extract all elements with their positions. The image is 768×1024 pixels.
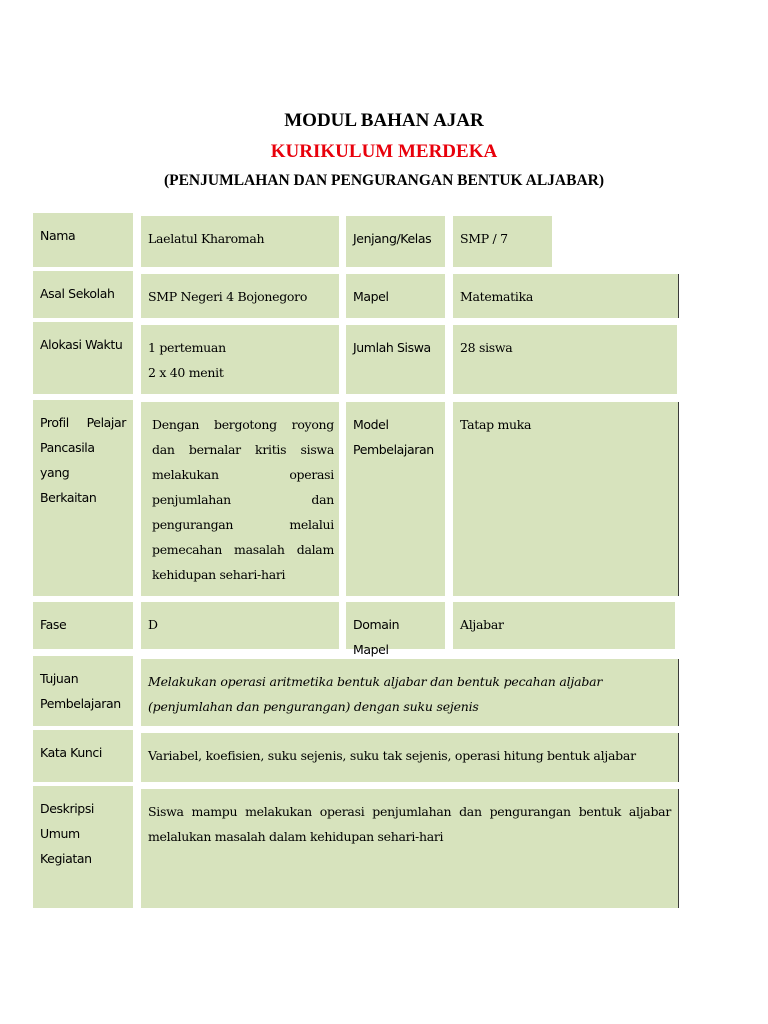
- deskripsi-umum-label: [33, 786, 133, 908]
- document-subtitle: KURIKULUM MERDEKA: [270, 141, 498, 162]
- deskripsi-umum-label-line-1: Deskripsi: [40, 801, 94, 816]
- deskripsi-umum-label-line-3: Kegiatan: [40, 851, 92, 866]
- nama-value: Laelatul Kharomah: [141, 216, 339, 267]
- jumlah-siswa-label: Jumlah Siswa: [346, 325, 445, 394]
- fase-value: D: [141, 602, 339, 649]
- model-pembelajaran-value: Tatap muka: [453, 402, 679, 596]
- fase-label: Fase: [33, 602, 133, 649]
- tujuan-pembelajaran-label: [33, 656, 133, 726]
- model-pembelajaran-label: [346, 402, 445, 596]
- document-topic: (PENJUMLAHAN DAN PENGURANGAN BENTUK ALJABAR): [163, 172, 605, 189]
- domain-mapel-label: Domain Mapel: [346, 602, 445, 649]
- profil-pelajar-label: [33, 400, 133, 596]
- profil-pelajar-value: Dengan bergotong royong dan bernalar kritis siswa melakukan operasi penjumlahan dan pengurangan melalui pemecahan masalah dalam kehidupan sehari-hari: [141, 402, 339, 596]
- kata-kunci-label: Kata Kunci: [33, 730, 133, 782]
- jenjang-value: SMP / 7: [453, 216, 552, 267]
- profil-pelajar-label-line-3: Berkaitan: [40, 490, 97, 505]
- alokasi-waktu-value: [141, 325, 339, 394]
- profil-pelajar-label-line-2: Pancasila yang: [40, 440, 95, 480]
- kata-kunci-value: Variabel, koefisien, suku sejenis, suku tak sejenis, operasi hitung bentuk aljabar: [141, 733, 679, 782]
- jenjang-label: Jenjang/Kelas: [346, 216, 445, 267]
- alokasi-waktu-label: Alokasi Waktu: [33, 322, 133, 394]
- asal-sekolah-label: Asal Sekolah: [33, 271, 133, 318]
- alokasi-waktu-line-2: 2 x 40 menit: [148, 365, 224, 380]
- jumlah-siswa-value: 28 siswa: [453, 325, 677, 394]
- asal-sekolah-value: SMP Negeri 4 Bojonegoro: [141, 274, 339, 318]
- document-title: MODUL BAHAN AJAR: [284, 110, 484, 131]
- deskripsi-umum-value: Siswa mampu melakukan operasi penjumlahan dan pengurangan bentuk aljabar melalukan masalah dalam kehidupan sehari-hari: [141, 789, 679, 908]
- tujuan-pembelajaran-label-line-1: Tujuan: [40, 671, 79, 686]
- tujuan-pembelajaran-value: Melakukan operasi aritmetika bentuk aljabar dan bentuk pecahan aljabar (penjumlahan dan pengurangan) dengan suku sejenis: [141, 659, 679, 726]
- mapel-label: Mapel: [346, 274, 445, 318]
- model-pembelajaran-label-line-1: Model: [353, 417, 389, 432]
- model-pembelajaran-label-line-2: Pembelajaran: [353, 442, 434, 457]
- mapel-value: Matematika: [453, 274, 679, 318]
- deskripsi-umum-label-line-2: Umum: [40, 826, 80, 841]
- tujuan-pembelajaran-label-line-2: Pembelajaran: [40, 696, 121, 711]
- nama-label: Nama: [33, 213, 133, 267]
- domain-mapel-value: Aljabar: [453, 602, 675, 649]
- profil-pelajar-label-line-1: Profil Pelajar: [40, 415, 126, 430]
- alokasi-waktu-line-1: 1 pertemuan: [148, 340, 226, 355]
